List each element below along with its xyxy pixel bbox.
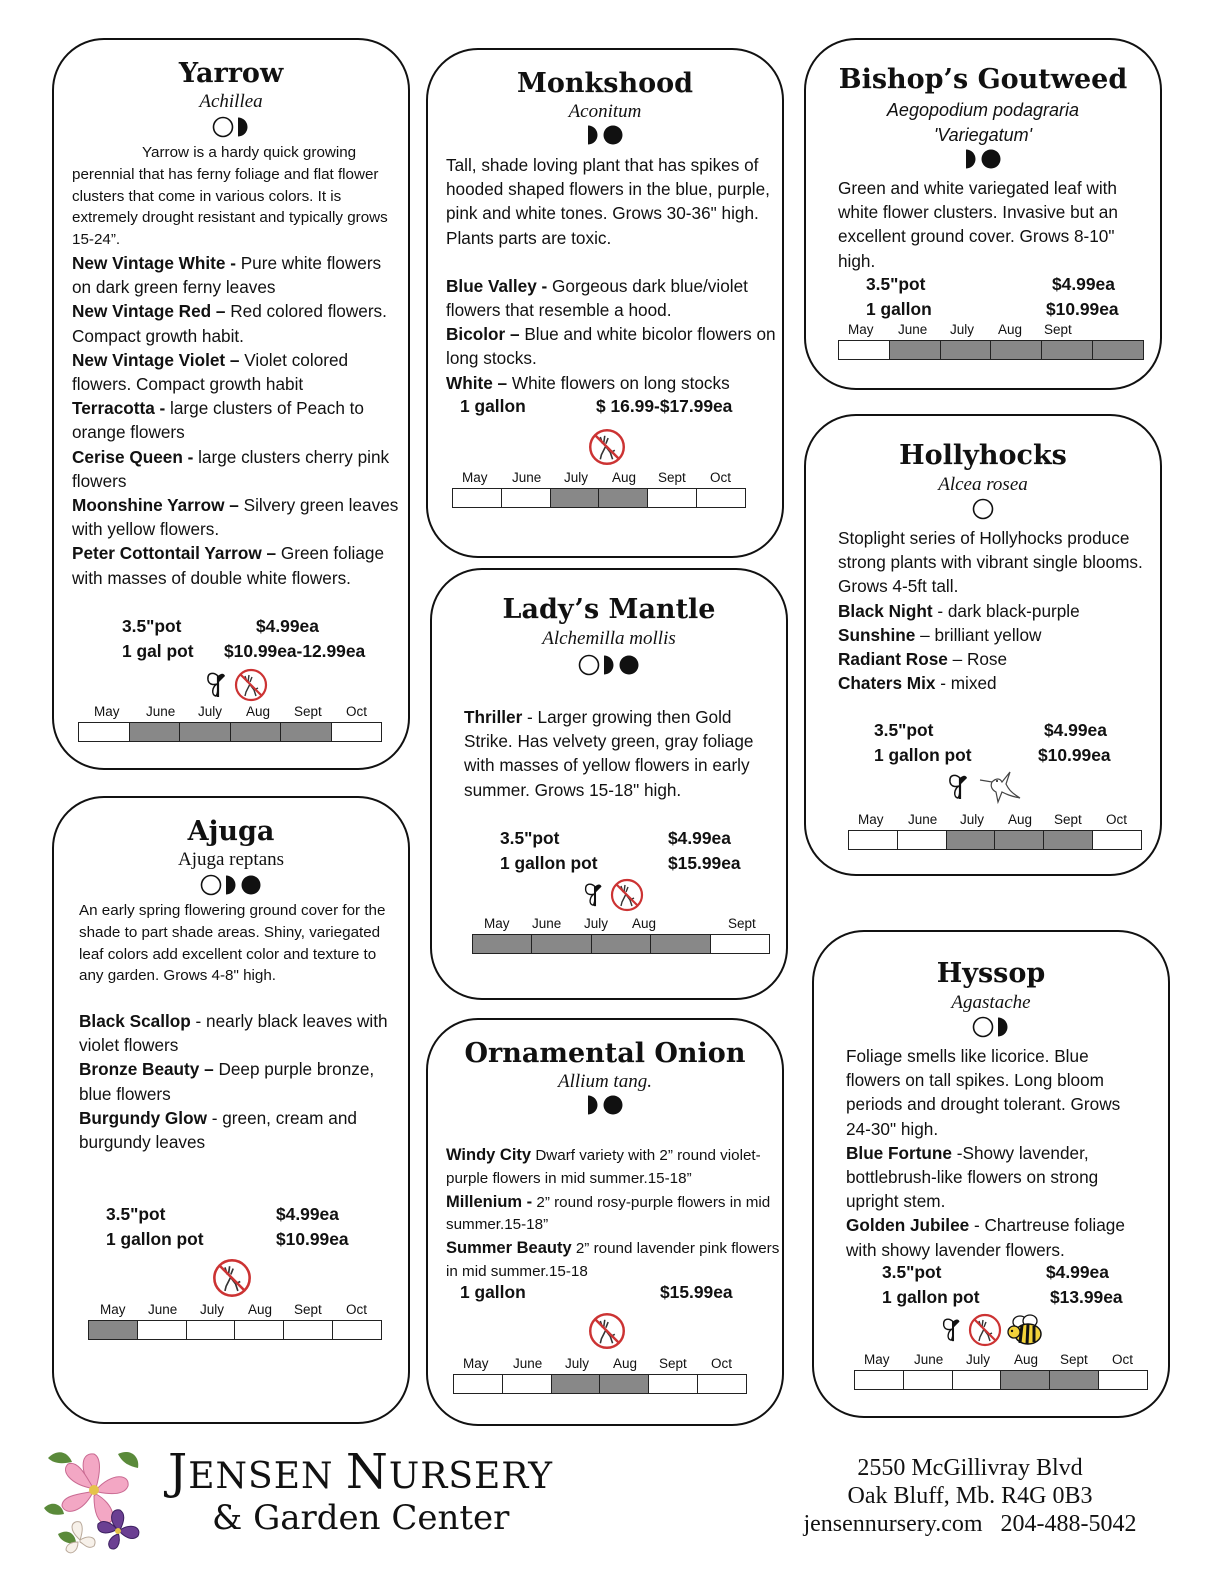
bloom-bar [854,1370,1148,1390]
variety: Chaters Mix - mixed [838,673,997,694]
month-label: Aug [612,470,637,485]
month-label: Aug [613,1356,638,1371]
month-label: July [966,1352,991,1367]
full-sun-icon [578,654,600,676]
price-row: 1 gallon $15.99ea [460,1282,733,1302]
card-title: Monkshood [517,68,693,99]
bloom-cell-off [697,489,745,507]
price-list [460,394,732,419]
bloom-cell-off [332,723,382,741]
bloom-cell-on [890,341,941,359]
sun-exposure [54,116,408,138]
price-row: 1 gallon pot $13.99ea [882,1287,1123,1307]
bloom-months [78,704,382,722]
price-row: 1 gallon $ 16.99-$17.99ea [460,396,733,416]
variety: Terracotta - large clusters of Peach to orange flowers [72,398,364,443]
price-row: 3.5"pot $4.99ea [106,1204,339,1224]
contact-line: jensennursery.com 204-488-5042 [803,1511,1137,1537]
card-title: Ajuga [187,816,275,847]
month-label: July [200,1302,225,1317]
month-label: Aug [1008,812,1033,827]
variety: Bronze Beauty – Deep purple bronze, blue flowers [79,1059,375,1104]
month-label: June [148,1302,178,1317]
attribute-icons [204,668,268,702]
card-body [838,176,1138,273]
bloom-months [838,322,1144,340]
sun-exposure [428,1094,782,1116]
month-label: Oct [1106,812,1128,827]
month-label: June [512,470,542,485]
card-intro: An early spring flowering ground cover for the shade to part shade areas. Shiny, variegated leaf colors add excellent color and texture to any garden. Grows 4-8" high. [79,902,386,985]
card-intro: Tall, shade loving plant that has spikes of hooded shaped flowers in the blue, purple, pink and white tones. Grows 30-36" high. Plants parts are toxic. [446,155,770,248]
bloom-bar [453,1374,747,1394]
variety: Cerise Queen - large clusters cherry pink flowers [72,446,390,491]
month-label: May [848,322,874,337]
month-label: June [908,812,938,827]
card-body [79,900,397,987]
month-label: July [950,322,975,337]
card-title: Hyssop [936,958,1046,989]
full-shade-icon [618,654,640,676]
part-shade-icon [224,874,238,896]
full-sun-icon [212,116,234,138]
sun-exposure [54,874,408,896]
bloom-bar [838,340,1144,360]
bloom-months [88,1302,382,1320]
variety: Black Scallop - nearly black leaves with violet flowers [79,1011,388,1056]
bloom-cell-on [941,341,992,359]
price-list [500,826,741,876]
variety-list [79,1009,397,1154]
part-shade-icon [236,116,250,138]
bloom-cell-on [947,831,996,849]
bloom-cell-off [333,1321,381,1339]
bloom-cell-on [1042,341,1093,359]
bee-icon [1004,1312,1048,1348]
butterfly-icon [204,670,232,700]
brand-name: JENSEN NURSERY [168,1444,554,1500]
card-latin-name: Alcea rosea [938,474,1028,495]
bloom-bar [472,934,770,954]
price-list [874,718,1111,768]
flower-logo-image [38,1438,148,1558]
bloom-cell-off [839,341,890,359]
attribute-icons [588,428,626,466]
bloom-cell-off [284,1321,333,1339]
deer-resistant-icon [212,1258,252,1298]
bloom-cell-on [991,341,1042,359]
variety: Blue Valley - Gorgeous dark blue/violet flowers that resemble a hood. [446,275,748,321]
part-shade-icon [996,1016,1010,1038]
card-intro: Green and white variegated leaf with white flower clusters. Invasive but an excellent ground cover. Grows 8-10" high. [838,178,1118,271]
month-label: May [100,1302,126,1317]
month-label: Aug [632,916,657,931]
month-label: June [146,704,176,719]
variety: White – White flowers on long stocks [446,372,730,393]
part-shade-icon [964,148,978,170]
card-ladys-mantle [430,568,788,1000]
bloom-cell-off [1093,831,1141,849]
variety: Moonshine Yarrow – Silvery green leaves with yellow flowers. [72,495,399,540]
month-label: Sept [658,470,686,485]
month-label: May [864,1352,890,1367]
price-row: 1 gallon pot $15.99ea [500,853,741,873]
month-label: June [898,322,928,337]
sun-exposure [428,124,782,146]
month-label: July [198,704,223,719]
month-label: Sept [294,704,322,719]
bloom-months [854,1352,1148,1370]
bloom-cell-on [89,1321,138,1339]
bloom-cell-on [995,831,1044,849]
card-hyssop [812,930,1170,1418]
deer-resistant-icon [588,428,626,466]
month-label: May [462,470,488,485]
bloom-cell-on [180,723,231,741]
price-list [122,614,365,664]
butterfly-icon [940,1315,966,1345]
variety: Peter Cottontail Yarrow – Green foliage with masses of double white flowers. [72,543,385,588]
variety: Golden Jubilee - Chartreuse foliage with showy lavender flowers. [846,1215,1125,1260]
butterfly-icon [946,770,974,804]
bloom-bar [88,1320,382,1340]
card-monkshood [426,48,784,558]
month-label: Aug [246,704,271,719]
brand-tagline: & Garden Center [212,1498,510,1538]
card-latin-name: Aconitum [568,101,642,122]
variety: Bicolor – Blue and white bicolor flowers on long stocks. [446,324,776,369]
month-label: Sept [1044,322,1072,337]
card-title: Bishop’s Goutweed [838,64,1128,95]
attribute-icons [940,1312,1048,1348]
full-shade-icon [240,874,262,896]
month-label: May [484,916,510,931]
month-label: Sept [1060,1352,1088,1367]
card-title: Yarrow [178,58,284,89]
variety: Burgundy Glow - green, cream and burgundy leaves [79,1107,357,1153]
bloom-cell-on [1001,1371,1050,1389]
card-title: Lady’s Mantle [502,594,716,625]
bloom-cell-off [235,1321,284,1339]
sun-exposure [806,148,1160,170]
card-title: Hollyhocks [899,440,1067,471]
bloom-cell-off [953,1371,1002,1389]
bloom-months [848,812,1142,830]
variety: Summer Beauty 2” round lavender pink flowers in mid summer.15-18 [446,1239,780,1280]
bloom-cell-on [651,935,710,953]
month-label: Oct [346,704,368,719]
variety: New Vintage Red – Red colored flowers. Compact growth habit. [72,301,387,346]
month-label: May [858,812,884,827]
month-label: July [565,1356,590,1371]
month-label: Oct [711,1356,733,1371]
month-label: Aug [1014,1352,1039,1367]
month-label: Oct [710,470,732,485]
month-label: Aug [998,322,1023,337]
month-label: Sept [659,1356,687,1371]
full-shade-icon [602,124,624,146]
bloom-cell-on [552,1375,601,1393]
card-intro: Stoplight series of Hollyhocks produce strong plants with vibrant single blooms. Grows 4-5ft tall. [838,528,1143,597]
sun-exposure [432,654,786,676]
full-shade-icon [980,148,1002,170]
bloom-cell-off [502,489,551,507]
part-shade-icon [602,654,616,676]
card-body [838,526,1148,695]
bloom-cell-on [600,1375,649,1393]
bloom-cell-off [1099,1371,1147,1389]
card-body [446,153,776,395]
card-body [446,1144,780,1284]
bloom-cell-off [453,489,502,507]
card-yarrow [52,38,410,770]
bloom-cell-off [711,935,769,953]
card-bishops-goutweed [804,38,1162,390]
card-latin-name: Allium tang. [558,1071,652,1092]
price-list [106,1202,349,1252]
price-row: 1 gallon $10.99ea [866,299,1119,319]
card-latin-name: Alchemilla mollis [542,628,676,649]
bloom-cell-off [138,1321,187,1339]
bloom-cell-off [648,489,697,507]
bloom-cell-on [231,723,282,741]
bloom-cell-off [698,1375,746,1393]
address-line-1: 2550 McGillivray Blvd [857,1455,1083,1481]
deer-resistant-icon [234,668,268,702]
deer-resistant-icon [610,878,644,912]
full-shade-icon [602,1094,624,1116]
bloom-cell-on [532,935,591,953]
price-row: 3.5"pot $4.99ea [866,274,1115,294]
month-label: June [914,1352,944,1367]
card-ajuga [52,796,410,1424]
month-label: June [532,916,562,931]
address-line-2: Oak Bluff, Mb. R4G 0B3 [847,1483,1093,1509]
card-body [72,142,402,251]
variety: Millenium - 2” round rosy-purple flowers in mid summer.15-18” [446,1192,771,1234]
bloom-cell-off [187,1321,236,1339]
attribute-icons [212,1258,252,1298]
card-intro: Yarrow is a hardy quick growing perennial that has ferny foliage and flat flower clusters that come in various colors. It is extremely drought resistant and typically grows 15-24”. [72,144,388,249]
month-label: July [960,812,985,827]
month-label: Aug [248,1302,273,1317]
card-hollyhocks [804,414,1162,876]
bloom-months [452,470,746,488]
bloom-cell-on [1050,1371,1099,1389]
full-sun-icon [200,874,222,896]
variety: New Vintage White - Pure white flowers on dark green ferny leaves [72,253,382,298]
bloom-cell-on [599,489,648,507]
card-body [846,1044,1146,1262]
bloom-bar [452,488,746,508]
card-intro: Foliage smells like licorice. Blue flowers on tall spikes. Long bloom periods and drought tolerant. Grows 24-30" high. [846,1046,1121,1139]
price-row: 3.5"pot $4.99ea [882,1262,1109,1282]
butterfly-icon [582,880,608,910]
month-label: Oct [346,1302,368,1317]
bloom-bar [848,830,1142,850]
card-latin-name: Aegopodium podagraria 'Variegatum' [886,100,1080,145]
part-shade-icon [586,1094,600,1116]
price-row: 3.5"pot $4.99ea [122,616,319,636]
bloom-cell-off [503,1375,552,1393]
month-label: June [513,1356,543,1371]
variety: Windy City Dwarf variety with 2” round violet-purple flowers in mid summer.15-18” [446,1146,761,1187]
month-label: Oct [1112,1352,1134,1367]
bloom-cell-off [454,1375,503,1393]
month-label: Sept [294,1302,322,1317]
card-body [464,705,764,802]
variety: Radiant Rose – Rose [838,649,1008,670]
sun-exposure [806,498,1160,520]
variety-list [72,251,402,590]
month-label: Sept [1054,812,1082,827]
attribute-icons [588,1312,626,1350]
price-list [460,1280,733,1305]
bloom-cell-off [898,831,947,849]
bloom-cell-on [1093,341,1143,359]
card-latin-name: Ajuga reptans [177,849,285,870]
variety: Blue Fortune -Showy lavender, bottlebrush-like flowers on strong upright stem. [846,1142,1099,1212]
month-label: July [564,470,589,485]
variety: New Vintage Violet – Violet colored flowers. Compact growth habit [72,349,349,395]
bloom-cell-on [592,935,651,953]
bloom-cell-on [1044,831,1093,849]
price-list [882,1260,1123,1310]
bloom-bar [78,722,382,742]
deer-resistant-icon [968,1313,1002,1347]
price-row: 3.5"pot $4.99ea [874,720,1107,740]
card-latin-name: Achillea [199,91,263,112]
variety: Black Night - dark black-purple [838,600,1080,621]
hummingbird-icon [976,768,1024,806]
bloom-cell-off [904,1371,953,1389]
price-row: 3.5"pot $4.99ea [500,828,731,848]
full-sun-icon [972,1016,994,1038]
bloom-cell-on [130,723,181,741]
price-list [866,272,1119,322]
bloom-cell-on [551,489,600,507]
part-shade-icon [586,124,600,146]
bloom-cell-off [855,1371,904,1389]
month-label: May [94,704,120,719]
attribute-icons [582,878,644,912]
bloom-months [453,1356,747,1374]
attribute-icons [946,768,1024,806]
bloom-cell-on [473,935,532,953]
variety: Thriller - Larger growing then Gold Strike. Has velvety green, gray foliage with masses of yellow flowers in early summer. Grows 15-18" high. [464,707,754,800]
card-latin-name: Agastache [951,992,1031,1013]
full-sun-icon [972,498,994,520]
card-title: Ornamental Onion [464,1038,746,1069]
month-label: July [584,916,609,931]
variety: Sunshine – brilliant yellow [838,624,1042,645]
month-label: Sept [728,916,756,931]
card-ornamental-onion [426,1018,784,1426]
bloom-months [472,916,770,934]
price-row: 1 gallon pot $10.99ea [106,1229,349,1249]
bloom-cell-off [849,831,898,849]
deer-resistant-icon [588,1312,626,1350]
bloom-cell-off [649,1375,698,1393]
sun-exposure [814,1016,1168,1038]
price-row: 1 gal pot $10.99ea-12.99ea [122,641,366,661]
bloom-cell-on [281,723,332,741]
month-label: May [463,1356,489,1371]
bloom-cell-off [79,723,130,741]
price-row: 1 gallon pot $10.99ea [874,745,1111,765]
